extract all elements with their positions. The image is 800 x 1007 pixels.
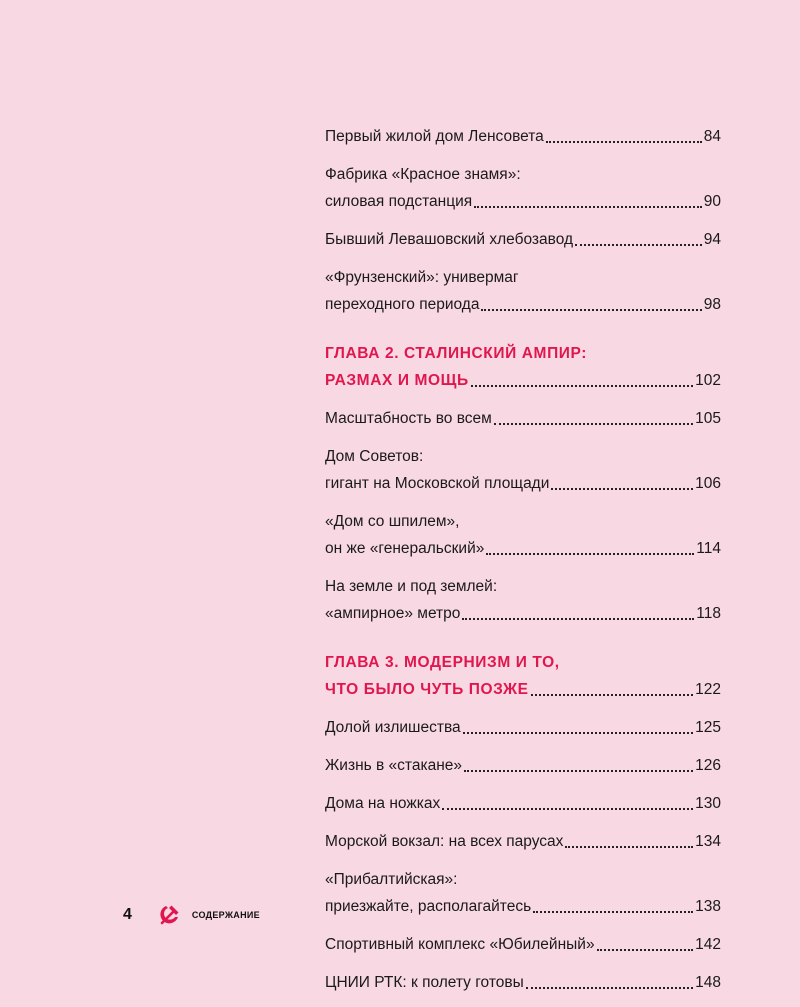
leader-dots bbox=[551, 488, 693, 490]
toc-entry[interactable] bbox=[325, 161, 721, 215]
toc-entry-title: Фабрика «Красное знамя»: bbox=[325, 166, 521, 183]
leader-dots bbox=[533, 911, 693, 913]
leader-dots bbox=[526, 987, 693, 989]
chapter-title: ГЛАВА 3. МОДЕРНИЗМ И ТО, bbox=[325, 654, 560, 671]
toc-entry-title: ЦНИИ РТК: к полету готовы bbox=[325, 974, 524, 991]
toc-entry[interactable] bbox=[325, 264, 721, 318]
toc-entry-title: Бывший Левашовский хлебозавод bbox=[325, 231, 574, 248]
leader-dots bbox=[471, 385, 693, 387]
toc-page-number: 98 bbox=[703, 296, 721, 313]
toc-entry[interactable] bbox=[325, 226, 721, 253]
hammer-and-sickle-icon bbox=[156, 902, 182, 928]
toc-page-number: 142 bbox=[695, 936, 721, 953]
toc-entry[interactable] bbox=[325, 828, 721, 855]
toc-entry-title: «ампирное» метро bbox=[325, 605, 461, 622]
toc-entry-title: Первый жилой дом Ленсовета bbox=[325, 128, 544, 145]
toc-page-number: 125 bbox=[695, 719, 721, 736]
toc-page-number: 126 bbox=[695, 757, 721, 774]
toc-entry[interactable] bbox=[325, 443, 721, 497]
leader-dots bbox=[442, 808, 693, 810]
toc-entry[interactable] bbox=[325, 931, 721, 958]
chapter-heading[interactable] bbox=[325, 649, 721, 703]
toc-entry-title: Долой излишества bbox=[325, 719, 461, 736]
chapter-heading[interactable] bbox=[325, 340, 721, 394]
leader-dots bbox=[565, 846, 693, 848]
leader-dots bbox=[463, 732, 693, 734]
toc-page-number: 118 bbox=[696, 605, 721, 622]
page-footer bbox=[123, 900, 260, 930]
toc-entry-title: переходного периода bbox=[325, 296, 480, 313]
toc-entry-title: «Фрунзенский»: универмаг bbox=[325, 269, 519, 286]
toc-entry[interactable] bbox=[325, 405, 721, 432]
toc-entry[interactable] bbox=[325, 123, 721, 150]
leader-dots bbox=[481, 309, 701, 311]
leader-dots bbox=[474, 206, 702, 208]
toc-entry-title: гигант на Московской площади bbox=[325, 475, 550, 492]
chapter-title: ЧТО БЫЛО ЧУТЬ ПОЗЖЕ bbox=[325, 681, 529, 698]
chapter-title: РАЗМАХ И МОЩЬ bbox=[325, 372, 469, 389]
toc-page-number: 94 bbox=[703, 231, 721, 248]
leader-dots bbox=[464, 770, 693, 772]
toc-entry[interactable] bbox=[325, 752, 721, 779]
toc-page-number: 122 bbox=[695, 681, 721, 698]
toc-entry[interactable] bbox=[325, 969, 721, 996]
leader-dots bbox=[597, 949, 694, 951]
toc-entry-title: силовая подстанция bbox=[325, 193, 473, 210]
toc-entry[interactable] bbox=[325, 714, 721, 741]
toc-entry-title: Дома на ножках bbox=[325, 795, 441, 812]
toc-page-number: 102 bbox=[695, 372, 721, 389]
toc-page-number: 90 bbox=[703, 193, 721, 210]
leader-dots bbox=[531, 694, 694, 696]
table-of-contents bbox=[325, 123, 721, 1007]
toc-entry-title: «Дом со шпилем», bbox=[325, 513, 460, 530]
toc-entry[interactable] bbox=[325, 573, 721, 627]
toc-entry[interactable] bbox=[325, 866, 721, 920]
toc-page-number: 148 bbox=[695, 974, 721, 991]
toc-page-number: 106 bbox=[695, 475, 721, 492]
toc-entry-title: Масштабность во всем bbox=[325, 410, 492, 427]
toc-entry-title: Спортивный комплекс «Юбилейный» bbox=[325, 936, 595, 953]
toc-entry-title: он же «генеральский» bbox=[325, 540, 485, 557]
toc-entry[interactable] bbox=[325, 790, 721, 817]
footer-page-number: 4 bbox=[123, 906, 132, 923]
toc-page-number: 138 bbox=[695, 898, 721, 915]
toc-entry-title: Морской вокзал: на всех парусах bbox=[325, 833, 564, 850]
footer-section-label: СОДЕРЖАНИЕ bbox=[191, 910, 260, 920]
toc-entry-title: Дом Советов: bbox=[325, 448, 424, 465]
leader-dots bbox=[462, 618, 694, 620]
chapter-title: ГЛАВА 2. СТАЛИНСКИЙ АМПИР: bbox=[325, 345, 588, 362]
leader-dots bbox=[575, 244, 702, 246]
toc-entry[interactable] bbox=[325, 508, 721, 562]
toc-entry-title: Жизнь в «стакане» bbox=[325, 757, 463, 774]
toc-page-number: 114 bbox=[696, 540, 721, 557]
leader-dots bbox=[494, 423, 693, 425]
toc-entry-title: «Прибалтийская»: bbox=[325, 871, 458, 888]
toc-page-number: 134 bbox=[695, 833, 721, 850]
toc-page-number: 84 bbox=[703, 128, 721, 145]
toc-entry-title: На земле и под землей: bbox=[325, 578, 498, 595]
toc-page-number: 130 bbox=[695, 795, 721, 812]
leader-dots bbox=[546, 141, 702, 143]
toc-page-number: 105 bbox=[695, 410, 721, 427]
toc-entry-title: приезжайте, располагайтесь bbox=[325, 898, 532, 915]
leader-dots bbox=[486, 553, 694, 555]
